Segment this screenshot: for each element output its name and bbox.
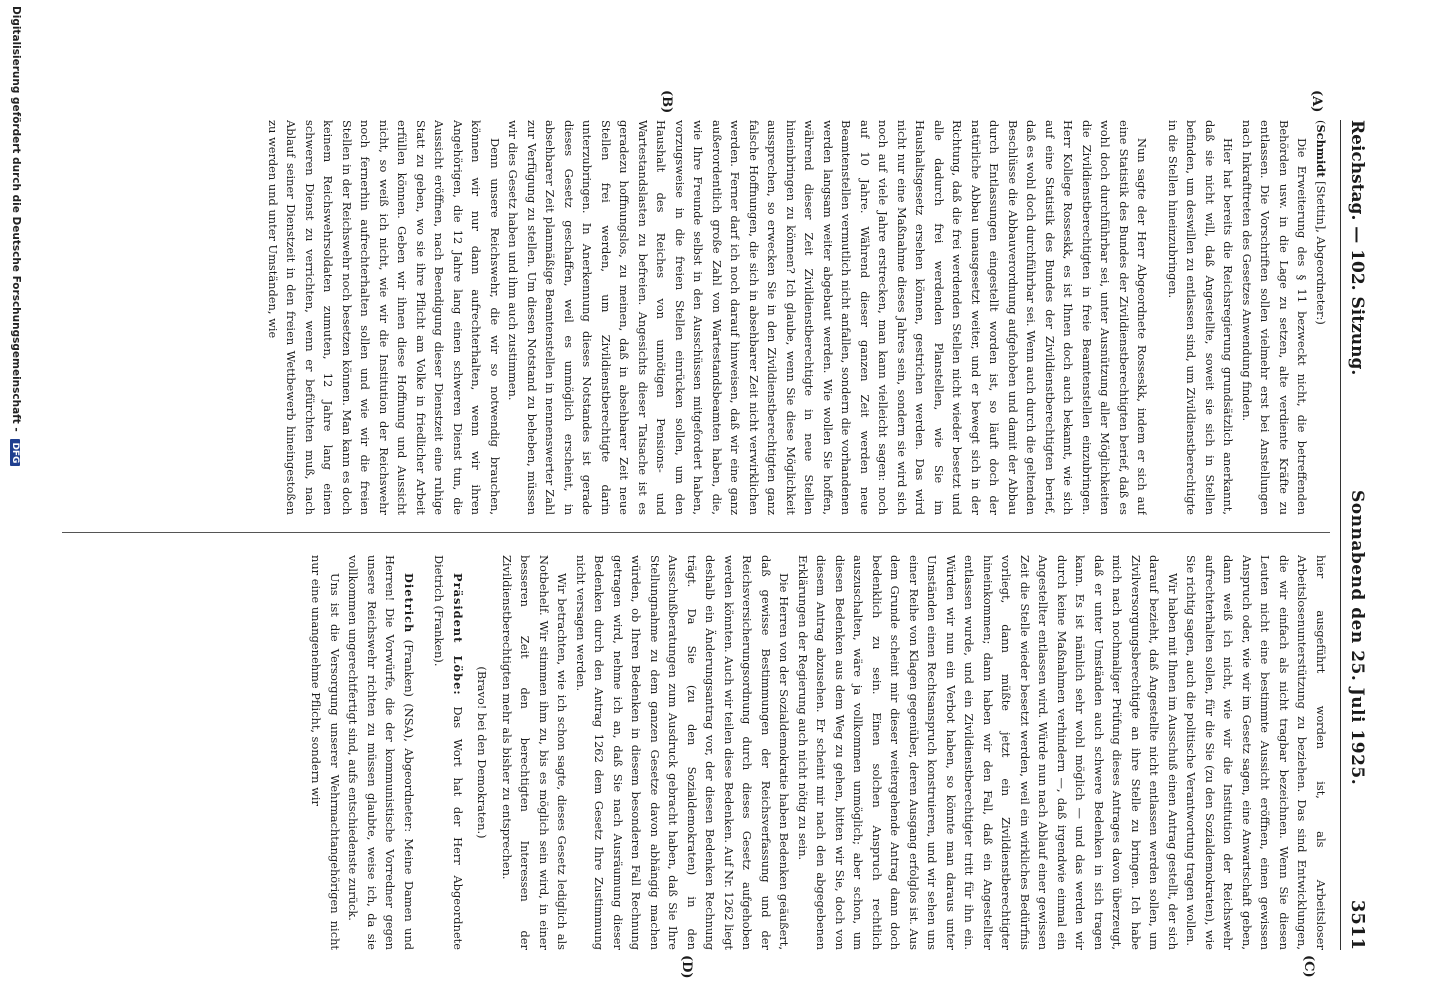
speaker-name: Schmidt [1314, 124, 1328, 178]
column-divider [62, 532, 1330, 533]
paragraph: Uns ist die Versorgung unserer Wehrmachtangehörigen nicht nur eine unangenehme Pflicht, sondern wir [309, 555, 342, 950]
dietrich-intro: (Franken) (NSA), Abgeordneter: Meine Damen und Herren! Die Vorwürfe, die der kommunistische Vorredner gegen unsere Reichswehr richten zu müssen glaubte, weise ich, da sie vollkommen ungerechtfertigt sind, aufs entschiedenste zurück. [346, 555, 416, 950]
president-title: Präsident Löbe: [451, 573, 465, 696]
digitization-credit [10, 6, 22, 466]
paragraph: Wir haben mit Ihnen im Ausschuß einen Antrag gestellt, der sich darauf bezieht, daß Angestellte nicht entlassen werden sollen, um Zivilversorgungsberechtigte an ihre Stelle zu bringen. Ich habe mich nach nochmaliger Prüfung dieses Antrages davon überzeugt, daß er unter Umständen auch schwere Bedenken in sich tragen kann. Es ist nämlich sehr wohl möglich — und das werden wir durch keine Maßnahmen verhindern —, daß irgendwie einmal ein Angestellter entlassen wird. Würde nun nach Ablauf einer gewissen Zeit die Stelle wieder besetzt werden, weil ein wirkliches Bedürfnis vorliegt, dann müßte jetzt ein Zivildienstberechtigter hineinkommen; dann haben wir den Fall, daß ein Angestellter entlassen wurde, und ein Zivildienstberechtigter tritt für ihn ein. Würden wir nun ein Verbot haben, so könnte man daraus unter Umständen einen Rechtsanspruch konstruieren, und wir sehen uns einer Reihe von Klagen gegenüber, deren Ausgang erfolglos ist. Aus dem Grunde scheint mir dieser weitergehende Antrag dann doch bedenklich zu sein. Einen solchen Anspruch rechtlich auszuschalten, wäre ja vollkommen unmöglich; aber schon, um diesen Bedenken aus dem Weg zu gehen, bitten wir Sie, doch von diesem Antrag abzusehen. Er scheint mir nach den abgegebenen Erklärungen der Regierung auch nicht nötig zu sein. [796, 555, 1180, 950]
dfg-logo: DFG [10, 439, 20, 466]
applause-note: (Bravo! bei den Demokraten.) [475, 666, 490, 839]
page-header [1340, 120, 1374, 950]
paragraph: Nun sagte der Herr Abgeordnete Rosseskk, indem er sich auf eine Statistik des Bundes der Zivildienstberechtigten berief, daß es wohl doch durchführbar sei, unter Ausnützung aller Möglichkeiten die Zivildienstberechtigten in freie Beamtenstellen einzubringen. Herr Kollege Rosseskk, es ist Ihnen doch auch bekannt, wie sich auf eine Statistik des Bundes der Zivildienstberechtigten berief, daß es wohl doch durchführbar sei. Wenn auch durch die geltenden Beschlüsse die Abbauverordnung aufgehoben und damit der Abbau durch Entlassungen eingestellt worden ist, so läuft doch der natürliche Abbau unausgesetzt weiter, und er bewegt sich in der Richtung, daß die frei werdenden Stellen nicht wieder besetzt und alle dadurch frei werdenden Planstellen, wie Sie im Haushaltsgesetz ersehen können, gestrichen werden. Das wird nicht nur eine Maßnahme dieses Jahres sein, sondern sie wird sich noch auf viele Jahre erstrecken, man kann vielleicht sagen: noch auf 10 Jahre. Während dieser ganzen Zeit werden neue Beamtenstellen vermutlich nicht anfallen, sondern die vorhandenen werden langsam weiter abgebaut werden. Wie wollen Sie hoffen, während dieser Zeit Zivildienstberechtigte in neue Stellen hineinbringen zu können? Ich glaube, wenn Sie diese Möglichkeit aussprechen, so erwecken Sie in den Zivildienstberechtigten ganz falsche Hoffnungen, die sich in absehbarer Zeit nicht verwirklichen werden. Ferner darf ich noch darauf hinweisen, daß wir eine ganz außerordentlich große Zahl von Wartestandsbeamten haben, die, wie Ihre Freunde selbst in den Ausschüssen mitgefordert haben, vorzugsweise in die freien Stellen einrücken sollen, um den Haushalt des Reiches von unnötigen Pensions- und Wartestandslasten zu befreien. Angesichts dieser Tatsache ist es geradezu hoffnungslos, zu meinen, daß in absehbarer Zeit neue Stellen frei werden, um Zivildienstberechtigte darin unterzubringen. In Anerkennung dieses Notstandes ist gerade dieses Gesetz geschaffen, weil es unmöglich erscheint, in absehbarer Zeit planmäßige Beamtenstellen in nennenswerter Zahl zur Verfügung zu stellen. Um diesen Notstand zu beheben, müssen wir dies Gesetz haben und ihm auch zustimmen. [506, 120, 1150, 515]
margin-mark-a: (A) [1309, 90, 1324, 113]
margin-mark-d: (D) [679, 955, 694, 979]
paragraph: Denn unsere Reichswehr, die wir so notwendig brauchen, können wir nur dann aufrechterhalten, wenn wir ihren Angehörigen, die 12 Jahre lang einen schweren Dienst tun, die Aussicht eröffnen, nach Beendigung dieser Dienstzeit eine ruhige Statt zu geben, wo sie ihre Pflicht am Volke in friedlicher Arbeit erfüllen können. Geben wir ihnen diese Hoffnung und Aussicht nicht, so weiß ich nicht, wie wir die Institution der Reichswehr noch fernerhin aufrechterhalten sollen und wie wir die freien Stellen in der Reichswehr noch besetzen können. Man kann es doch keinem Reichswehrsoldaten zumuten, 12 Jahre lang einen schweren Dienst zu verrichten, wenn er befürchten muß, nach Ablauf seiner Dienstzeit in den freien Wettbewerb hineingestoßen zu werden und unter Umständen, wie [266, 120, 502, 515]
header-left: Reichstag. — 102. Sitzung. [1347, 120, 1368, 376]
margin-mark-b: (B) [659, 90, 674, 114]
page-number: 3511 [1347, 899, 1368, 950]
paragraph: Die Herren von der Sozialdemokratie haben Bedenken geäußert, daß gewisse Bestimmungen der Reichsverfassung und der Reichsversicherungsordnung durch dieses Gesetz aufgehoben werden könnten. Auch wir teilen diese Bedenken. Auf Nr. 1262 liegt deshalb ein Änderungsantrag vor, der diesen Bedenken Rechnung trägt. Da Sie (zu den Sozialdemokraten) in den Ausschußberatungen zum Ausdruck gebracht haben, daß Sie Ihre Stellungnahme zu dem ganzen Gesetze davon abhängig machen würden, ob Ihren Bedenken in diesem besonderen Fall Rechnung getragen wird, nehme ich an, daß Sie nach Ausräumung dieser Bedenken durch den Antrag 1262 dem Gesetz Ihre Zustimmung nicht versagen werden. [574, 555, 792, 950]
paragraph: Wir betrachten, wie ich schon sagte, dieses Gesetz lediglich als Notbehelf. Wir stimmen ihm zu, bis es möglich sein wird, in einer besseren Zeit den berechtigten Interessen der Zivildienstberechtigten mehr als bisher zu entsprechen. [500, 555, 570, 950]
speaker-note: [Stettin], Abgeordneter: [1314, 181, 1328, 321]
right-column [62, 555, 1330, 950]
header-date: Sonnabend den 25. Juli 1925. [1347, 490, 1368, 786]
credit-text: Digitalisierung gefördert durch die Deutsche Forschungsgemeinschaft - [10, 6, 22, 432]
paragraph: hier ausgeführt worden ist, als Arbeitsloser Arbeitslosenunterstützung zu beziehen. Das sind Entwicklungen, die wir einfach als nicht tragbar bezeichnen. Wenn Sie diesen Leuten nicht eine bestimmte Aussicht eröffnen, einen gewissen Anspruch oder, wie wir im Gesetz sagen, eine Anwartschaft geben, dann weiß ich nicht, wie wir die Institution der Reichswehr aufrechterhalten sollen, für die Sie (zu den Sozialdemokraten), wie Sie richtig sagen, auch die politische Verantwortung tragen wollen. [1184, 555, 1328, 950]
president-text: Das Wort hat der Herr Abgeordnete Dietrich (Franken). [432, 555, 465, 950]
paragraph: Die Erweiterung des § 11 bezweckt nicht, die betreffenden Behörden usw. in die Lage zu setzen, alte verdiente Kräfte zu entlassen. Die Vorschriften sollen vielmehr erst bei Anstellungen nach Inkrafttreten des Gesetzes Anwendung finden. [1240, 120, 1310, 515]
speech-opening: (Schmidt [Stettin], Abgeordneter:) [1314, 120, 1328, 325]
left-column [62, 120, 1330, 515]
president-paragraph [430, 555, 467, 950]
margin-mark-c: (C) [1301, 955, 1316, 978]
speaker-name-dietrich: Dietrich [402, 573, 416, 634]
dietrich-paragraph [344, 555, 418, 950]
paragraph: Hier hat bereits die Reichsregierung grundsätzlich anerkannt, daß sie nicht will, daß Angestellte, soweit sie sich in Stellen befinden, um deswillen zu entlassen sind, um Zivildienstberechtigte in die Stellen hineinzubringen. [1166, 120, 1236, 515]
